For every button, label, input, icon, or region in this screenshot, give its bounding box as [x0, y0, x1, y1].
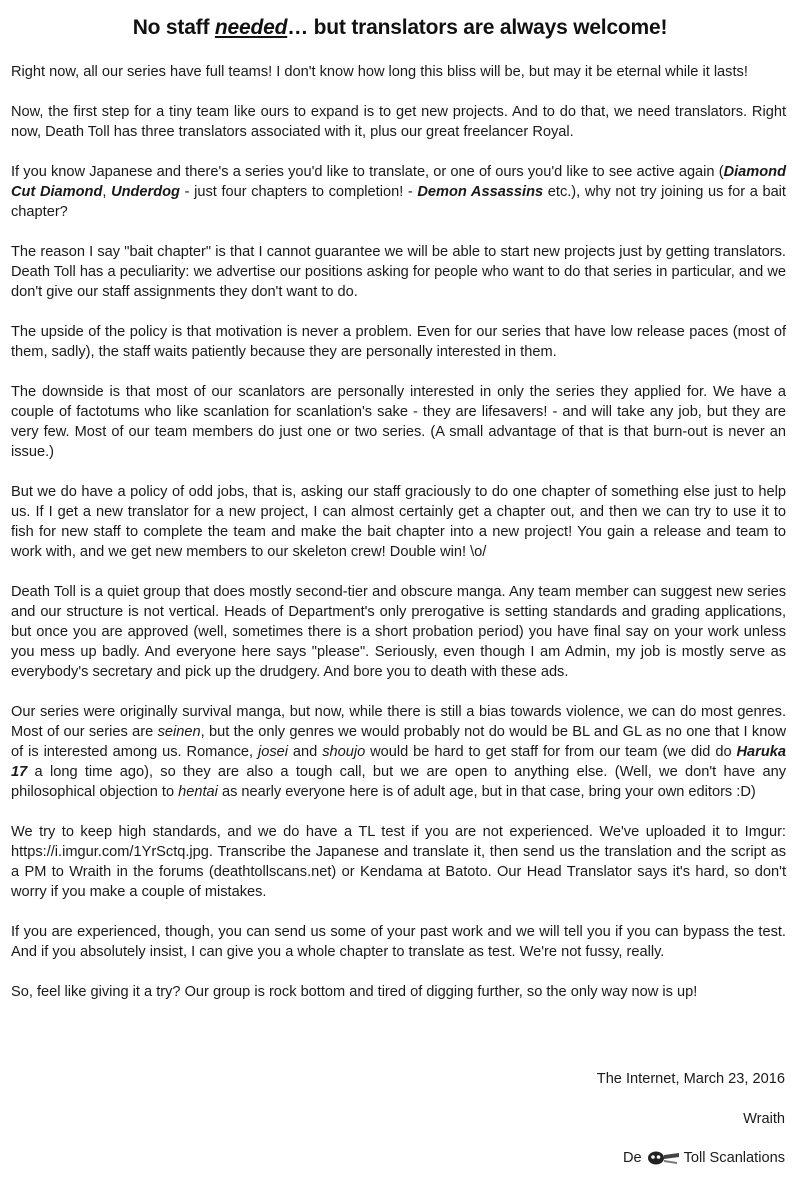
- paragraph-5: The upside of the policy is that motivation is never a problem. Even for our series that have low release paces (most of them, sadly), the staff waits patiently because they are personally interested in them.: [11, 324, 786, 360]
- signature-group: [623, 1150, 785, 1166]
- paragraph-8: Death Toll is a quiet group that does mostly second-tier and obscure manga. Any team member can suggest new series and our structure is not vertical. Heads of Department's only prerogative is setting standards and grading applications, but once you are approved (well, sometimes there is a short probation period) you have final say on your work unless you mess up badly. And everyone here says "please". Seriously, even though I am Admin, my job is mostly serve as everybody's secretary and pick up the drudgery. And bore you to death with these ads.: [11, 584, 786, 680]
- paragraph-1: Right now, all our series have full teams! I don't know how long this bliss will be, but may it be eternal while it lasts!: [11, 64, 748, 80]
- paragraph-9: Our series were originally survival manga, but now, while there is still a bias towards violence, we can do most genres. Most of our series are seinen, but the only genres we would probably not do would be BL and GL as no one that I know of is interested among us. Romance, josei and shoujo would be hard to get staff for from our team (we did do Haruka 17 a long time ago), so they are also a tough call, but we are open to anything else. (Well, we don't have any philosophical objection to hentai as nearly everyone here is of adult age, but in that case, bring your own editors :D): [11, 704, 787, 800]
- paragraph-6: The downside is that most of our scanlators are personally interested in only the series they applied for. We have a couple of factotums who like scanlation for scanlation's sake - they are lifesavers! - and will take any job, but they are very few. Most of our team members do just one or two series. (A small advantage of that is that burn-out is never an issue.): [11, 384, 786, 460]
- group-name-start: De: [622, 1150, 642, 1166]
- paragraph-11: If you are experienced, though, you can send us some of your past work and we will tell you if you can bypass the test. And if you absolutely insist, I can give you a whole chapter to translate as test. We're not fussy, really.: [11, 924, 786, 960]
- paragraph-4: The reason I say "bait chapter" is that I cannot guarantee we will be able to start new projects just by getting translators. Death Toll has a peculiarity: we advertise our positions asking for people who want to do that series in particular, and we don't give our staff assignments they don't want to do.: [11, 244, 786, 300]
- paragraph-7: But we do have a policy of odd jobs, that is, asking our staff graciously to do one chapter of something else just to help us. If I get a new translator for a new project, I can almost certainly get a chapter out, and then we can try to use it to fish for new staff to complete the team and make the bait chapter into a new project! You gain a release and team to work with, and we get new members to our skeleton crew! Double win! \o/: [11, 484, 786, 560]
- title-emphasis: needed: [214, 16, 288, 39]
- page-title: No staff needed… but translators are always welcome!: [132, 16, 668, 39]
- paragraph-3: If you know Japanese and there's a series you'd like to translate, or one of ours you'd like to see active again (Diamond Cut Diamond, Underdog - just four chapters to completion! - Demon Assassins etc.), why not try joining us for a bait chapter?: [11, 164, 786, 220]
- skull-logo-icon: [646, 1150, 680, 1166]
- article-body: [11, 62, 786, 1022]
- paragraph-2: Now, the first step for a tiny team like ours to expand is to get new projects. And to do that, we need translators. Right now, Death Toll has three translators associated with it, plus our great freelancer Royal.: [11, 104, 786, 140]
- paragraph-12: So, feel like giving it a try? Our group is rock bottom and tired of digging further, so the only way now is up!: [11, 984, 698, 1000]
- series-title: Diamond Cut Diamond: [11, 164, 786, 200]
- paragraph-10: We try to keep high standards, and we do have a TL test if you are not experienced. We've uploaded it to Imgur: https://i.imgur.com/1YrSctq.jpg. Transcribe the Japanese and translate it, then send us the translation and the script as a PM to Wraith in the forums (deathtollscans.net) or Kendama at Batoto. Our Head Translator says it's hard, so don't worry if you make a couple of mistakes.: [11, 824, 786, 900]
- group-name-end: Toll Scanlations: [683, 1150, 785, 1166]
- signature-date: The Internet, March 23, 2016: [596, 1071, 785, 1087]
- series-title: Haruka 17: [11, 744, 786, 780]
- signature-author: Wraith: [743, 1111, 785, 1127]
- series-title: Demon Assassins: [417, 184, 544, 200]
- series-title: Underdog: [111, 184, 180, 200]
